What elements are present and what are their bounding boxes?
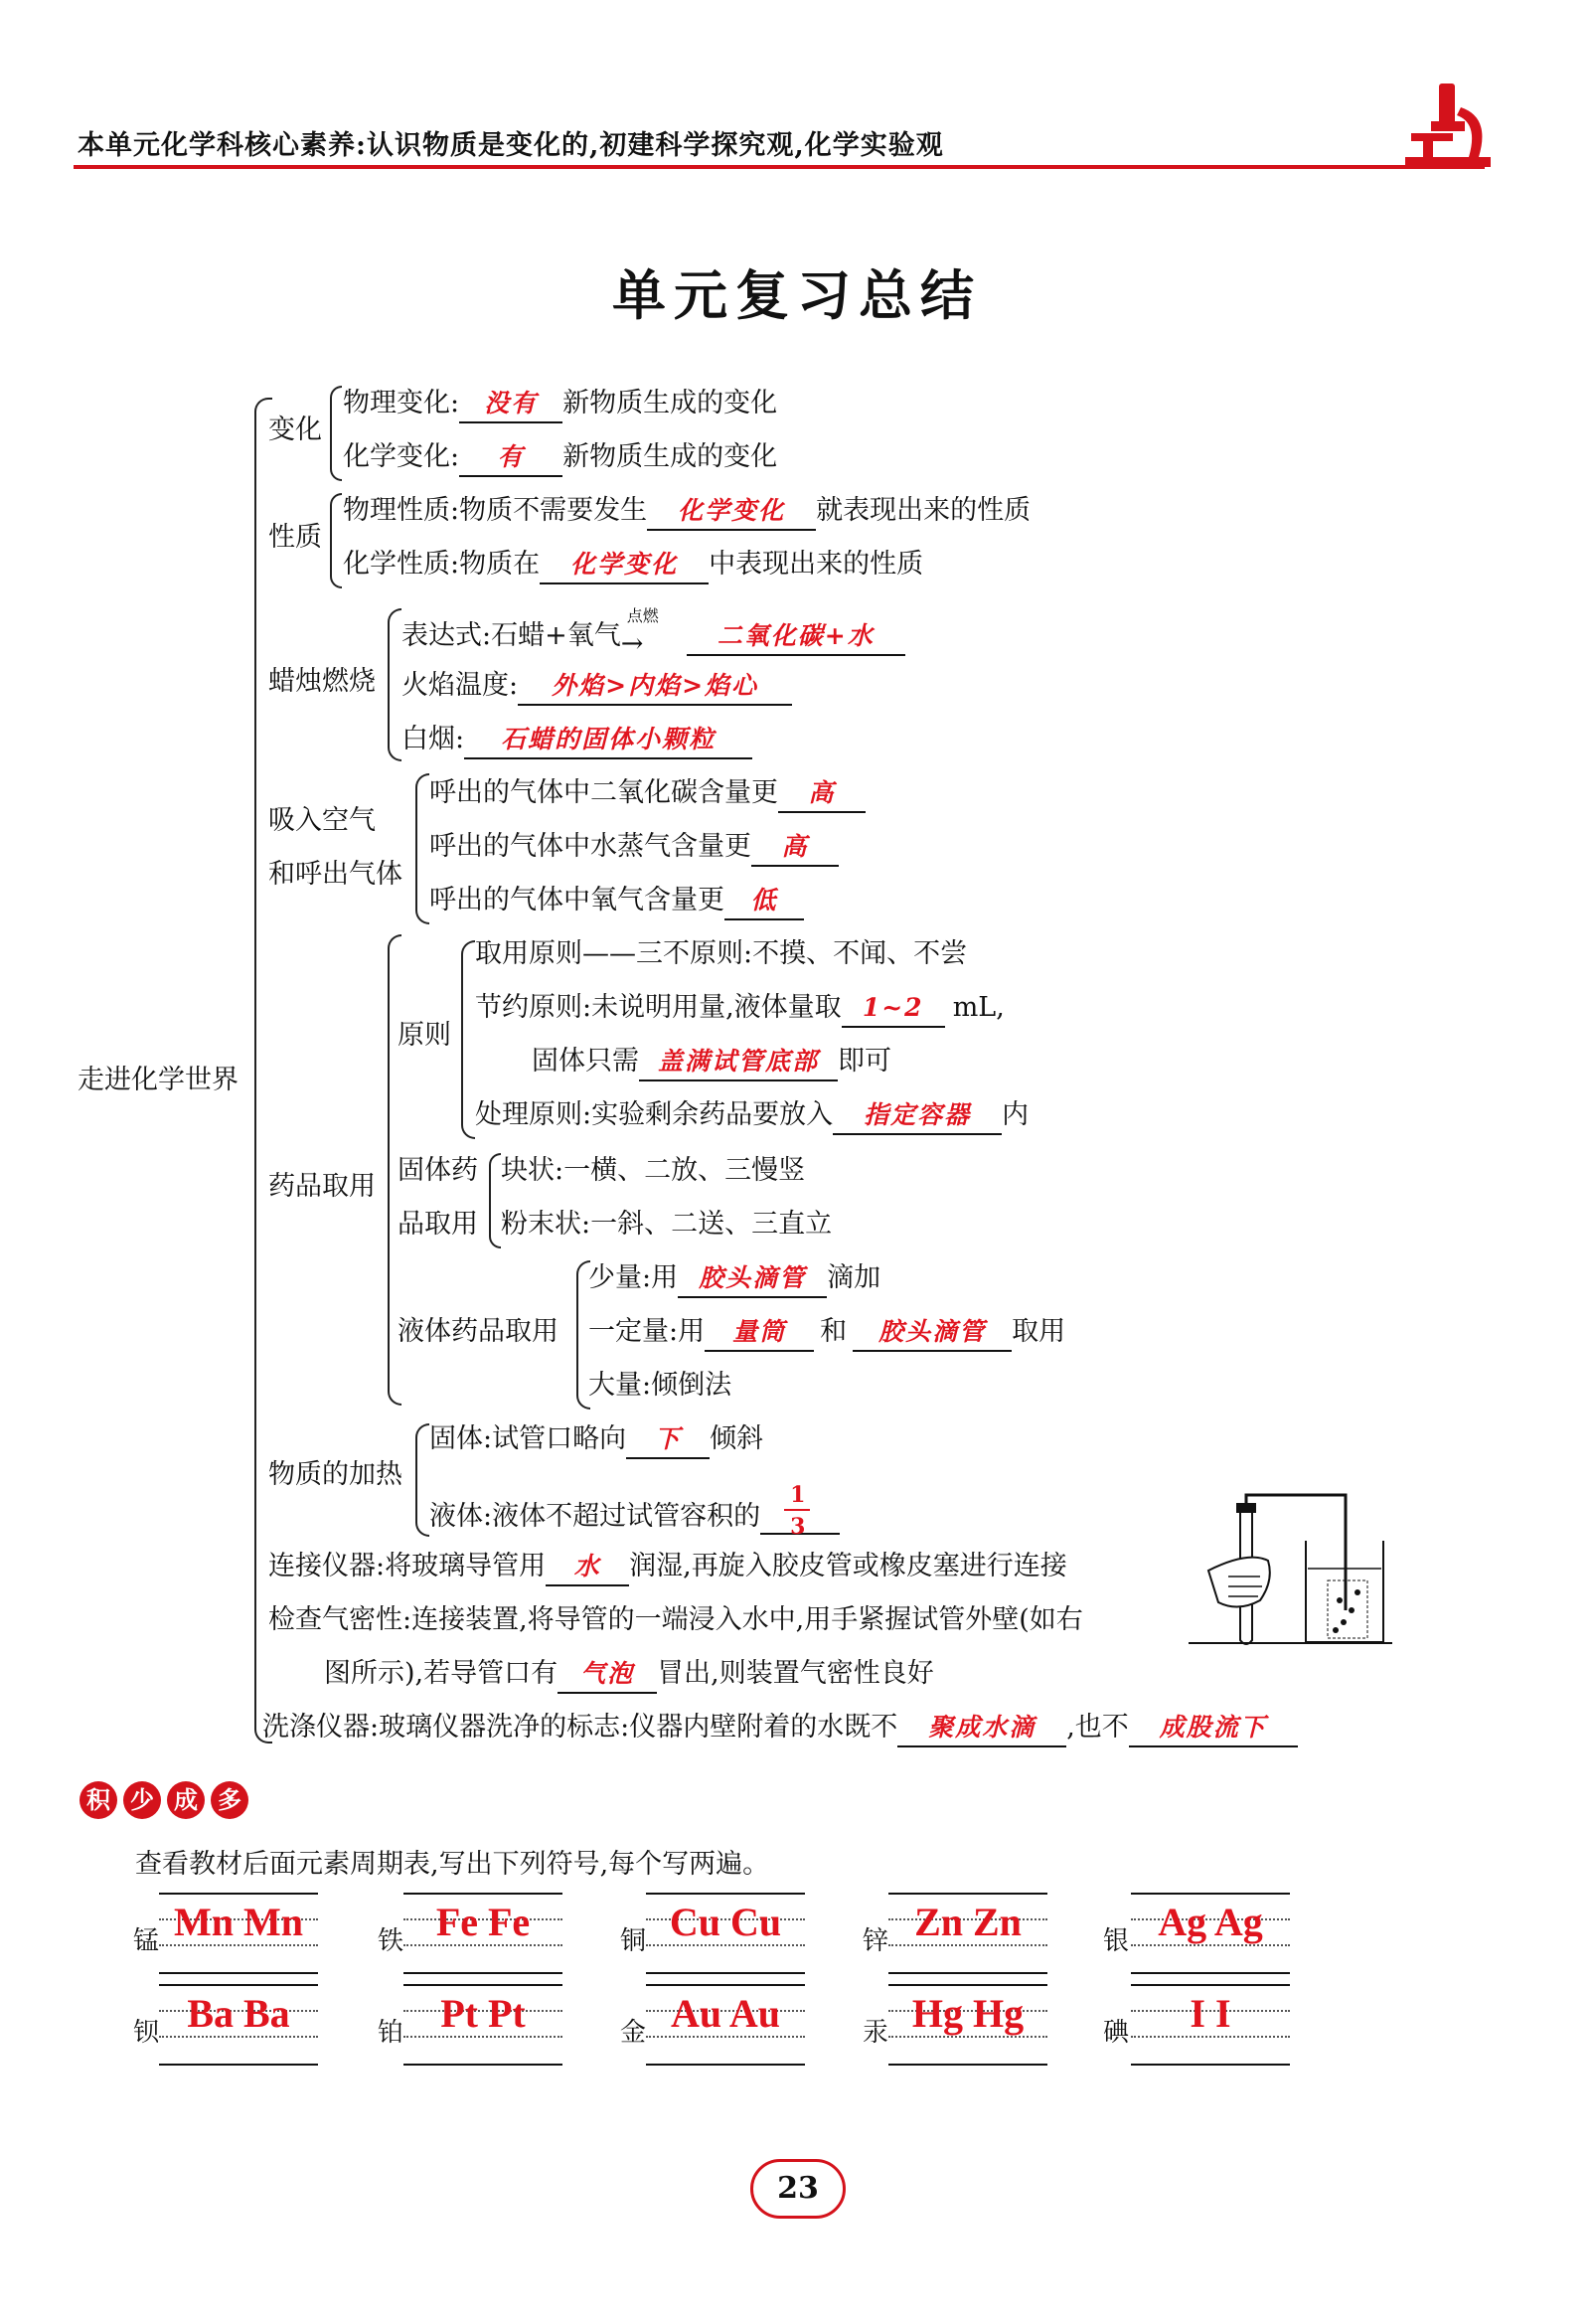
chemical-change-answer: 有 — [497, 442, 525, 471]
property-label: 性质 — [268, 522, 322, 553]
candle-label: 蜡烛燃烧 — [268, 666, 376, 697]
element-name: 铁 — [378, 1926, 404, 1956]
liquid-small-line: 少量:用 胶头滴管 滴加 — [588, 1260, 880, 1298]
breath-water-answer: 高 — [781, 832, 809, 861]
principle-dispose-answer: 指定容器 — [864, 1100, 972, 1129]
wash-line: 洗涤仪器:玻璃仪器洗净的标志:仪器内壁附着的水既不 聚成水滴 ,也不 成股流下 — [262, 1710, 1298, 1747]
physical-change-answer: 没有 — [484, 389, 539, 417]
drugs-label: 药品取用 — [268, 1171, 376, 1202]
liquid-small-answer: 胶头滴管 — [699, 1263, 807, 1292]
liquid-drug-label: 液体药品取用 — [398, 1316, 558, 1347]
breath-co2-line: 呼出的气体中二氧化碳含量更 高 — [429, 775, 866, 813]
breath-co2-answer: 高 — [808, 778, 836, 807]
flame-temperature-answer: 外焰>内焰>焰心 — [552, 671, 759, 700]
heating-liquid-line: 液体:液体不超过试管容积的 $\frac{1}{3}$ — [429, 1497, 840, 1535]
airtight-line-1: 检查气密性:连接装置,将导管的一端浸入水中,用手紧握试管外壁(如右 — [268, 1604, 1083, 1635]
physical-property-line: 物理性质:物质不需要发生 化学变化 就表现出来的性质 — [343, 493, 1031, 531]
section-badge-3: 成 — [167, 1781, 205, 1819]
wash-answer-1: 聚成水滴 — [928, 1713, 1036, 1742]
connect-answer: 水 — [573, 1552, 601, 1580]
heating-solid-line: 固体:试管口略向 下 倾斜 — [429, 1421, 763, 1459]
solid-powder-line: 粉末状:一斜、二送、三直立 — [501, 1209, 833, 1240]
heating-brace — [415, 1423, 429, 1537]
white-smoke-answer: 石蜡的固体小颗粒 — [501, 725, 717, 753]
solid-drug-label-2: 品取用 — [398, 1209, 478, 1240]
element-name: 银 — [1103, 1926, 1130, 1956]
physical-property-answer: 化学变化 — [678, 496, 786, 525]
chemical-property-line: 化学性质:物质在 化学变化 中表现出来的性质 — [343, 547, 923, 584]
liquid-fixed-line: 一定量:用 量筒 和 胶头滴管 取用 — [588, 1314, 1065, 1352]
element-name: 碘 — [1103, 2018, 1130, 2048]
solid-drug-label-1: 固体药 — [398, 1155, 478, 1186]
flame-temperature-line: 火焰温度: 外焰>内焰>焰心 — [401, 668, 792, 706]
liquid-large-line: 大量:倾倒法 — [588, 1370, 732, 1401]
section-badge-1: 积 — [80, 1781, 117, 1819]
breath-brace — [415, 773, 429, 924]
change-label: 变化 — [268, 415, 322, 445]
element-name: 铜 — [620, 1926, 647, 1956]
change-brace — [330, 386, 342, 481]
principle-solid-answer: 盖满试管底部 — [657, 1047, 819, 1076]
principle-take-line: 取用原则——三不原则:不摸、不闻、不尝 — [475, 938, 968, 969]
root-label: 走进化学世界 — [78, 1065, 239, 1095]
airtightness-apparatus-illustration — [1189, 1491, 1397, 1650]
section-badge-2: 少 — [123, 1781, 161, 1819]
element-name: 锰 — [133, 1926, 160, 1956]
physical-change-line: 物理变化: 没有 新物质生成的变化 — [343, 386, 777, 423]
candle-expression-answer: 二氧化碳+水 — [717, 621, 875, 650]
element-name: 钡 — [133, 2018, 160, 2048]
header-text: 本单元化学科核心素养:认识物质是变化的,初建科学探究观,化学实验观 — [78, 130, 944, 161]
breath-label-2: 和呼出气体 — [268, 859, 402, 890]
solid-block-line: 块状:一横、二放、三慢竖 — [501, 1155, 806, 1186]
candle-brace — [388, 608, 401, 761]
page-number: 23 — [750, 2159, 846, 2219]
property-brace — [330, 493, 342, 588]
heating-label: 物质的加热 — [268, 1459, 402, 1490]
wash-answer-2: 成股流下 — [1159, 1713, 1267, 1742]
principle-label: 原则 — [398, 1020, 451, 1051]
principle-solid-line: 固体只需 盖满试管底部 即可 — [532, 1044, 891, 1081]
section-badge-4: 多 — [211, 1781, 248, 1819]
liquid-fixed-answer-1: 量筒 — [732, 1317, 787, 1346]
breath-oxygen-answer: 低 — [750, 886, 778, 914]
section-instruction: 查看教材后面元素周期表,写出下列符号,每个写两遍。 — [135, 1849, 770, 1880]
element-name: 汞 — [863, 2018, 889, 2048]
element-name: 锌 — [863, 1926, 889, 1956]
element-name: 铂 — [378, 2018, 404, 2048]
breath-label-1: 吸入空气 — [268, 805, 376, 836]
airtight-line-2: 图所示),若导管口有 气泡 冒出,则装置气密性良好 — [324, 1656, 934, 1694]
breath-oxygen-line: 呼出的气体中氧气含量更 低 — [429, 883, 804, 920]
root-brace — [254, 398, 272, 1743]
solid-drug-brace — [489, 1153, 501, 1248]
principle-dispose-line: 处理原则:实验剩余药品要放入 指定容器 内 — [475, 1097, 1029, 1135]
breath-water-line: 呼出的气体中水蒸气含量更 高 — [429, 829, 839, 867]
chemical-change-line: 化学变化: 有 新物质生成的变化 — [343, 439, 777, 477]
candle-expression-line: 表达式:石蜡+氧气 点燃 → 二氧化碳+水 — [401, 614, 905, 656]
microscope-icon — [1399, 78, 1495, 169]
liquid-fixed-answer-2: 胶头滴管 — [878, 1317, 987, 1346]
heating-solid-answer: 下 — [654, 1424, 682, 1453]
header-rule — [74, 165, 1485, 169]
principle-save-line: 节约原则:未说明用量,液体量取 1~2 mL, — [475, 990, 1005, 1028]
chemical-property-answer: 化学变化 — [570, 550, 679, 579]
principle-save-answer: 1~2 — [862, 993, 924, 1022]
heating-fraction-numerator: 1 — [790, 1482, 808, 1508]
principle-brace — [461, 940, 475, 1139]
airtight-answer: 气泡 — [580, 1659, 635, 1688]
connect-line: 连接仪器:将玻璃导管用 水 润湿,再旋入胶皮管或橡皮塞进行连接 — [268, 1549, 1067, 1586]
element-name: 金 — [620, 2018, 647, 2048]
page-title: 单元复习总结 — [612, 263, 982, 327]
white-smoke-line: 白烟: 石蜡的固体小颗粒 — [401, 722, 752, 759]
heating-fraction-denominator: 3 — [790, 1514, 808, 1540]
